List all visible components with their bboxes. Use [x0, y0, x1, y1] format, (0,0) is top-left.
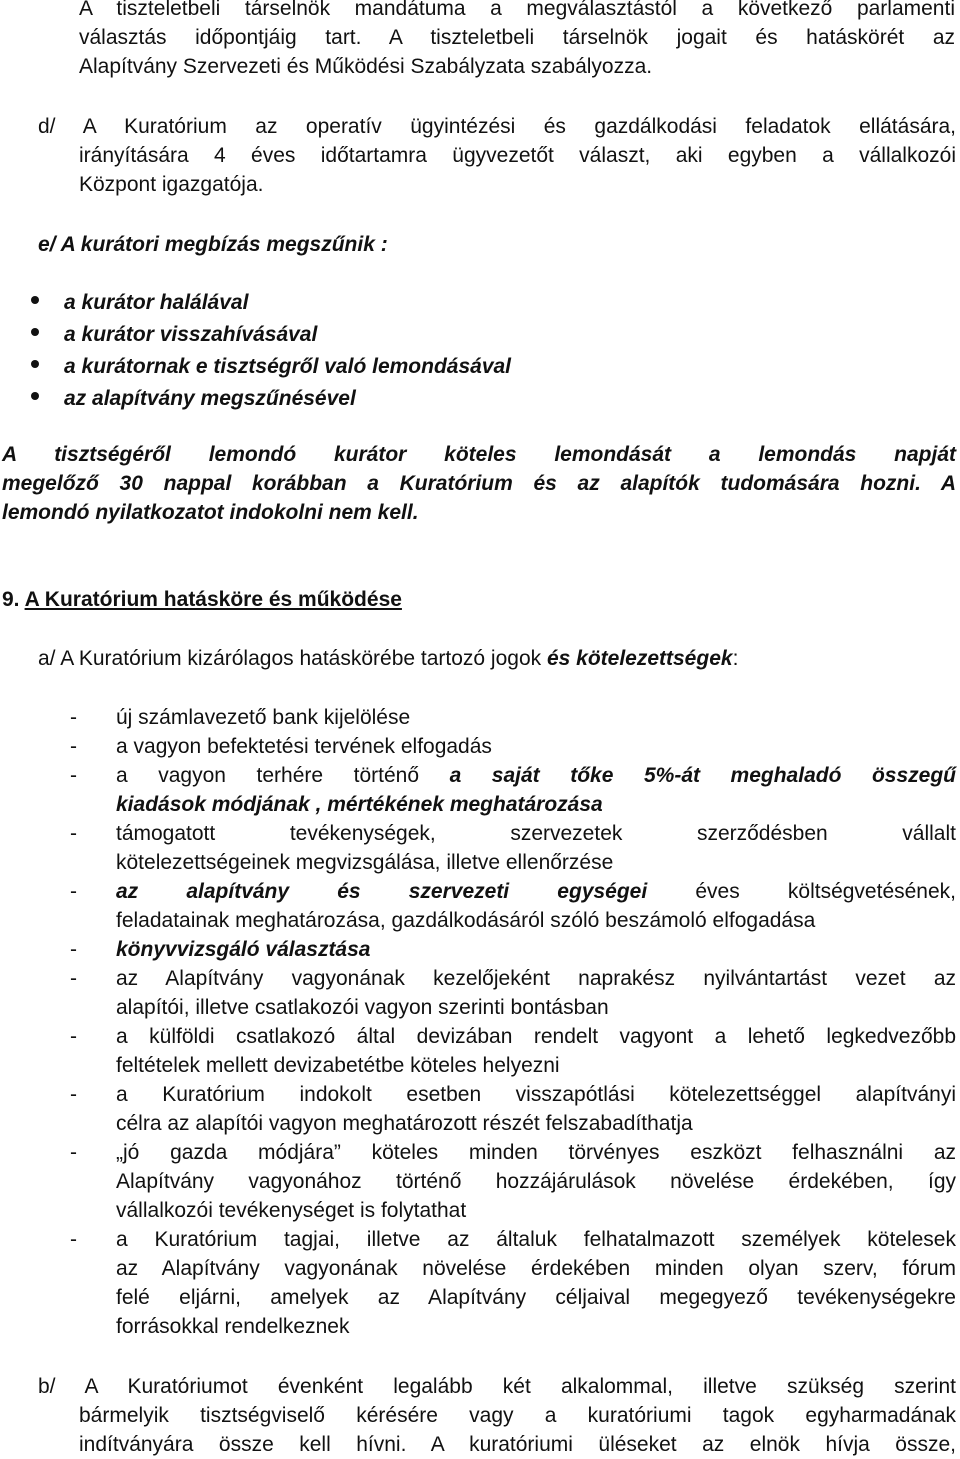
para-a-intro — [38, 644, 738, 673]
list-item-11-line-3: felé eljárni, amelyek az Alapítvány céljaival megegyező tevékenységekre — [116, 1286, 956, 1309]
bullet-item-2: a kurátor visszahívásával — [64, 323, 318, 346]
list-item-3-line-1 — [116, 761, 956, 790]
dash-marker: - — [70, 1025, 77, 1048]
para-b-line-3: indítványára össze kell hívni. A kuratóriumi üléseket az elnök hívja össze, — [79, 1433, 956, 1456]
dash-marker: - — [70, 967, 77, 990]
dash-marker: - — [70, 1141, 77, 1164]
bullet-icon — [31, 328, 39, 336]
list-item-8-line-2: feltételek mellett devizabetétbe köteles helyezni — [116, 1054, 560, 1077]
list-item-3-emphasis: a saját tőke 5%-át meghaladó összegű — [449, 764, 956, 787]
list-item-11-line-1: a Kuratórium tagjai, illetve az általuk felhatalmazott személyek kötelesek — [116, 1228, 956, 1251]
list-item-5-line-1 — [116, 877, 956, 906]
dash-marker: - — [70, 706, 77, 729]
dash-marker: - — [70, 880, 77, 903]
list-item-9-line-2: célra az alapítói vagyon meghatározott részét felszabadíthatja — [116, 1112, 693, 1135]
section-title: A Kuratórium hatásköre és működése — [24, 588, 402, 611]
para-b-line-1: b/ A Kuratóriumot évenként legalább két alkalommal, illetve szükség szerint — [38, 1375, 956, 1398]
bullet-item-1: a kurátor halálával — [64, 291, 249, 314]
para-d-line-3: Központ igazgatója. — [79, 173, 264, 196]
para-e-heading-text: A kurátori megbízás megszűnik : — [60, 233, 388, 256]
dash-marker: - — [70, 735, 77, 758]
list-item-8-line-1: a külföldi csatlakozó által devizában rendelt vagyont a lehető legkedvezőbb — [116, 1025, 956, 1048]
dash-marker: - — [70, 822, 77, 845]
dash-marker: - — [70, 1083, 77, 1106]
intro-line-2: választás időpontjáig tart. A tiszteletbeli társelnök jogait és hatáskörét az — [79, 26, 955, 49]
list-item-10-line-3: vállalkozói tevékenységet is folytathat — [116, 1199, 467, 1222]
list-item-5-line-2: feladatainak meghatározása, gazdálkodásáról szóló beszámoló elfogadása — [116, 909, 816, 932]
para-a-intro-emphasis: és kötelezettségek — [546, 647, 733, 670]
dash-marker: - — [70, 764, 77, 787]
para-a-intro-end: : — [732, 647, 739, 670]
intro-line-1: A tiszteletbeli társelnök mandátuma a megválasztástól a következő parlamenti — [79, 0, 955, 20]
dash-marker: - — [70, 1228, 77, 1251]
list-item-4-line-2: kötelezettségeinek megvizsgálása, illetve ellenőrzése — [116, 851, 614, 874]
para-a-intro-text: a/ A Kuratórium kizárólagos hatáskörébe tartozó jogok — [38, 647, 547, 670]
list-item-1: új számlavezető bank kijelölése — [116, 706, 411, 729]
intro-line-3: Alapítvány Szervezeti és Működési Szabályzata szabályozza. — [79, 55, 653, 78]
para-d-line-1: d/ A Kuratórium az operatív ügyintézési és gazdálkodási feladatok ellátására, — [38, 115, 956, 138]
list-item-11-line-2: az Alapítvány vagyonának növelése érdekében minden olyan szerv, fórum — [116, 1257, 956, 1280]
list-item-2: a vagyon befektetési tervének elfogadás — [116, 735, 492, 758]
para-e-prefix: e/ — [38, 233, 61, 256]
list-item-9-line-1: a Kuratórium indokolt esetben visszapótlási kötelezettséggel alapítványi — [116, 1083, 956, 1106]
bullet-icon — [31, 392, 39, 400]
dash-marker: - — [70, 938, 77, 961]
list-item-3-line-2: kiadások módjának , mértékének meghatározása — [116, 793, 603, 816]
section-number: 9. — [2, 588, 20, 611]
list-item-10-line-1: „jó gazda módjára” köteles minden törvényes eszközt felhasználni az — [116, 1141, 956, 1164]
bullet-item-4: az alapítvány megszűnésével — [64, 387, 356, 410]
list-item-7-line-2: alapítói, illetve csatlakozói vagyon szerinti bontásban — [116, 996, 609, 1019]
list-item-5-text: éves költségvetésének, — [647, 880, 956, 903]
section-9-heading — [2, 585, 402, 614]
list-item-10-line-2: Alapítvány vagyonához történő hozzájárulások növelése érdekében, így — [116, 1170, 956, 1193]
resignation-line-3: lemondó nyilatkozatot indokolni nem kell. — [2, 501, 419, 524]
list-item-7-line-1: az Alapítvány vagyonának kezelőjeként naprakész nyilvántartást vezet az — [116, 967, 956, 990]
resignation-line-1: A tisztségéről lemondó kurátor köteles lemondását a lemondás napját — [2, 443, 956, 466]
bullet-item-3: a kurátornak e tisztségről való lemondásával — [64, 355, 512, 378]
list-item-4-line-1: támogatott tevékenységek, szervezetek szerződésben vállalt — [116, 822, 956, 845]
list-item-3-text: a vagyon terhére történő — [116, 764, 450, 787]
resignation-line-2: megelőző 30 nappal korábban a Kuratórium és az alapítók tudomására hozni. A — [2, 472, 956, 495]
para-d-line-2: irányítására 4 éves időtartamra ügyvezetőt választ, aki egyben a vállalkozói — [79, 144, 956, 167]
list-item-11-line-4: forrásokkal rendelkeznek — [116, 1315, 350, 1338]
para-b-line-2: bármelyik tisztségviselő kérésére vagy a kuratóriumi tagok egyharmadának — [79, 1404, 956, 1427]
list-item-6: könyvvizsgáló választása — [116, 938, 371, 961]
bullet-icon — [31, 296, 39, 304]
bullet-icon — [31, 360, 39, 368]
list-item-5-emphasis: az alapítvány és szervezeti egységei — [116, 880, 648, 903]
para-e-heading — [38, 230, 388, 259]
